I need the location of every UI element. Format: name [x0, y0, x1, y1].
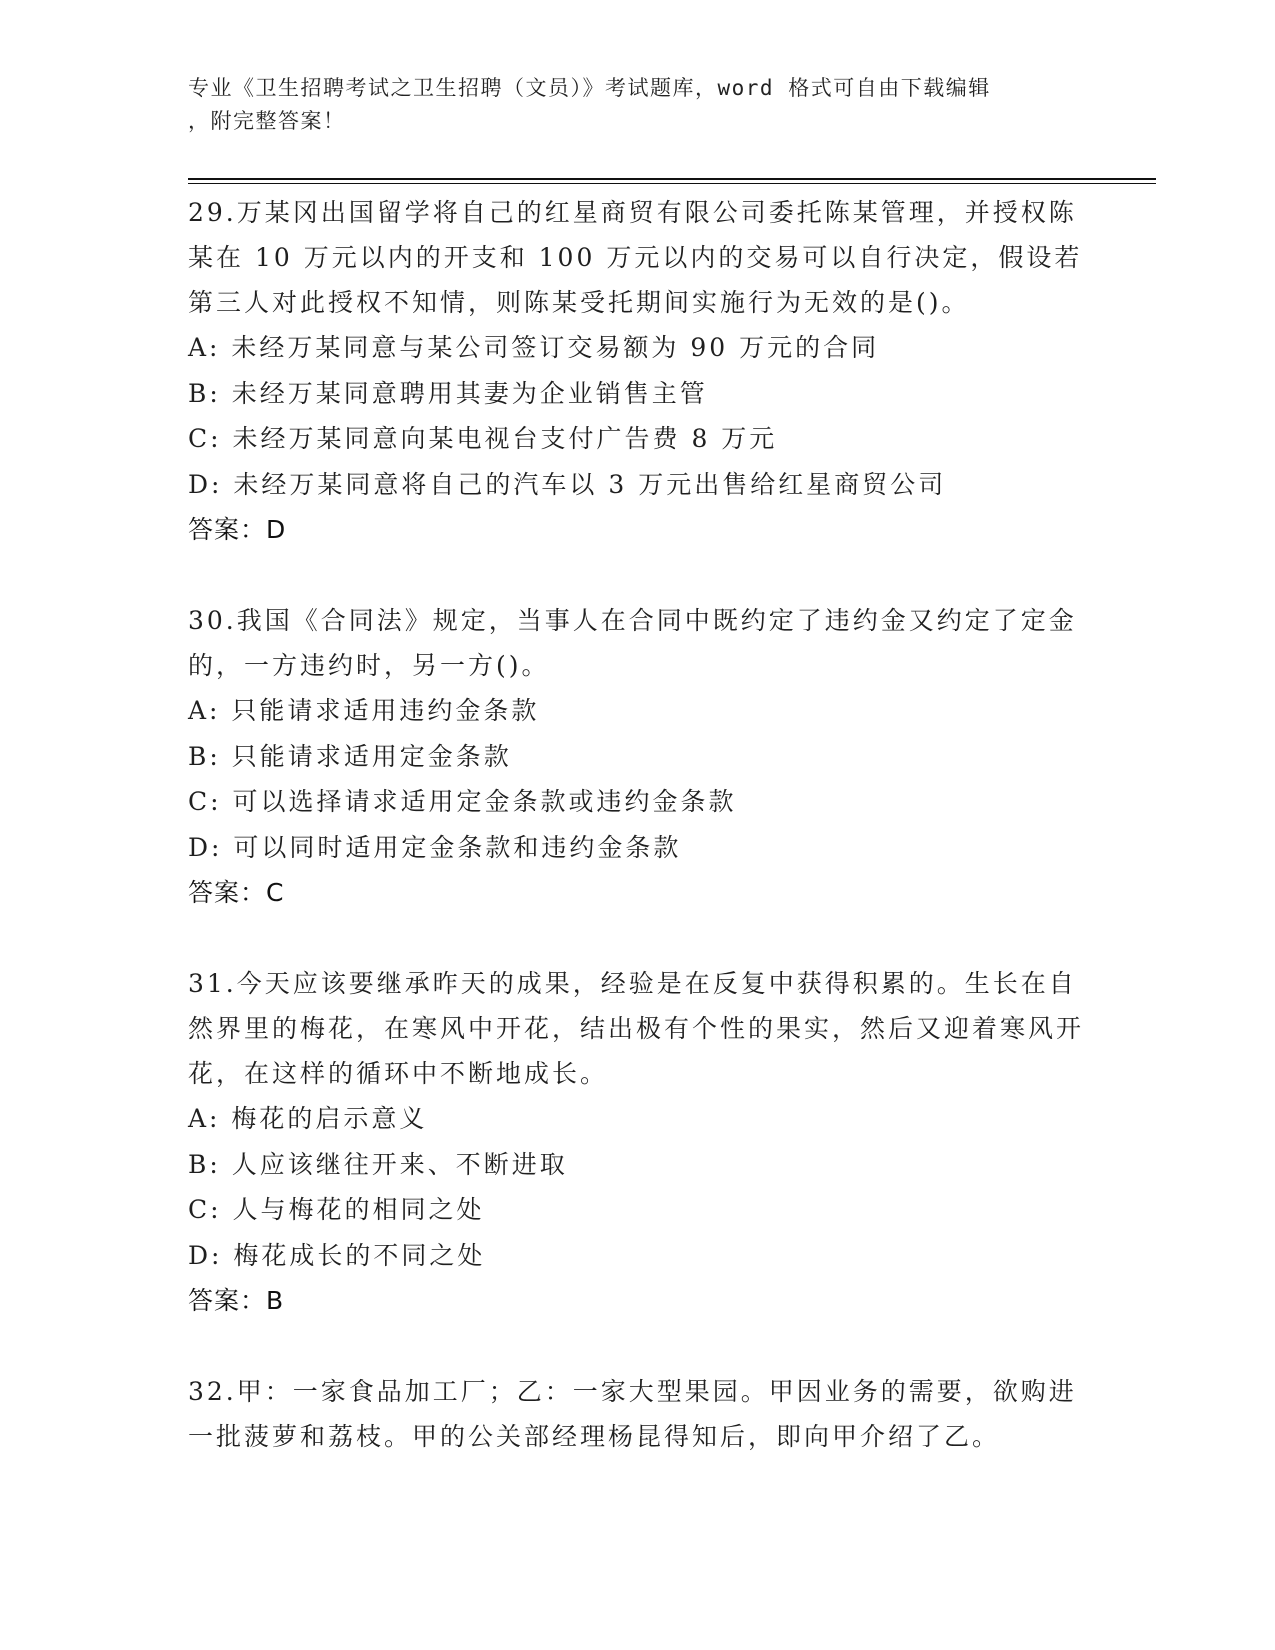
option-d: D: 未经万某同意将自己的汽车以 3 万元出售给红星商贸公司 [188, 469, 947, 499]
header-line-2: ，附完整答案！ [188, 109, 346, 133]
question-stem: 31.今天应该要继承昨天的成果，经验是在反复中获得积累的。生长在自然界里的梅花，在寒风中开花，结出极有个性的果实，然后又迎着寒风开花，在这样的循环中不断地成长。 [188, 969, 1085, 1088]
option-a: A: 梅花的启示意义 [188, 1104, 428, 1133]
question-stem: 32.甲：一家食品加工厂；乙：一家大型果园。甲因业务的需要，欲购进一批菠萝和荔枝。甲的公关部经理杨昆得知后，即向甲介绍了乙。 [188, 1377, 1077, 1451]
option-b: B: 未经万某同意聘用其妻为企业销售主管 [188, 378, 708, 408]
option-a: A: 未经万某同意与某公司签订交易额为 90 万元的合同 [188, 333, 880, 362]
question-29 [188, 190, 1088, 552]
question-stem: 29.万某冈出国留学将自己的红星商贸有限公司委托陈某管理，并授权陈某在 10 万元以内的开支和 100 万元以内的交易可以自行决定，假设若第三人对此授权不知情，则陈某受托期间实施行为无效的是()。 [188, 198, 1083, 317]
answer-label: 答案：B [188, 1286, 285, 1315]
option-d: D: 梅花成长的不同之处 [188, 1240, 486, 1270]
question-31 [188, 961, 1088, 1323]
option-c: C: 人与梅花的相同之处 [188, 1195, 485, 1224]
question-stem: 30.我国《合同法》规定，当事人在合同中既约定了违约金又约定了定金的，一方违约时，另一方()。 [188, 606, 1077, 680]
option-a: A: 只能请求适用违约金条款 [188, 696, 540, 725]
header-line-1: 专业《卫生招聘考试之卫生招聘（文员）》考试题库，word 格式可自由下载编辑 [188, 76, 991, 100]
answer-label: 答案：C [188, 878, 285, 907]
document-header [188, 72, 1078, 138]
question-list [188, 190, 1088, 1459]
header-divider-thick [188, 178, 1156, 180]
header-divider-thin [188, 183, 1156, 184]
option-c: C: 可以选择请求适用定金条款或违约金条款 [188, 787, 737, 816]
question-30 [188, 598, 1088, 915]
option-b: B: 人应该继往开来、不断进取 [188, 1149, 568, 1179]
answer-label: 答案：D [188, 515, 287, 544]
question-32 [188, 1369, 1088, 1459]
option-c: C: 未经万某同意向某电视台支付广告费 8 万元 [188, 424, 778, 453]
option-b: B: 只能请求适用定金条款 [188, 741, 512, 771]
option-d: D: 可以同时适用定金条款和违约金条款 [188, 832, 682, 862]
